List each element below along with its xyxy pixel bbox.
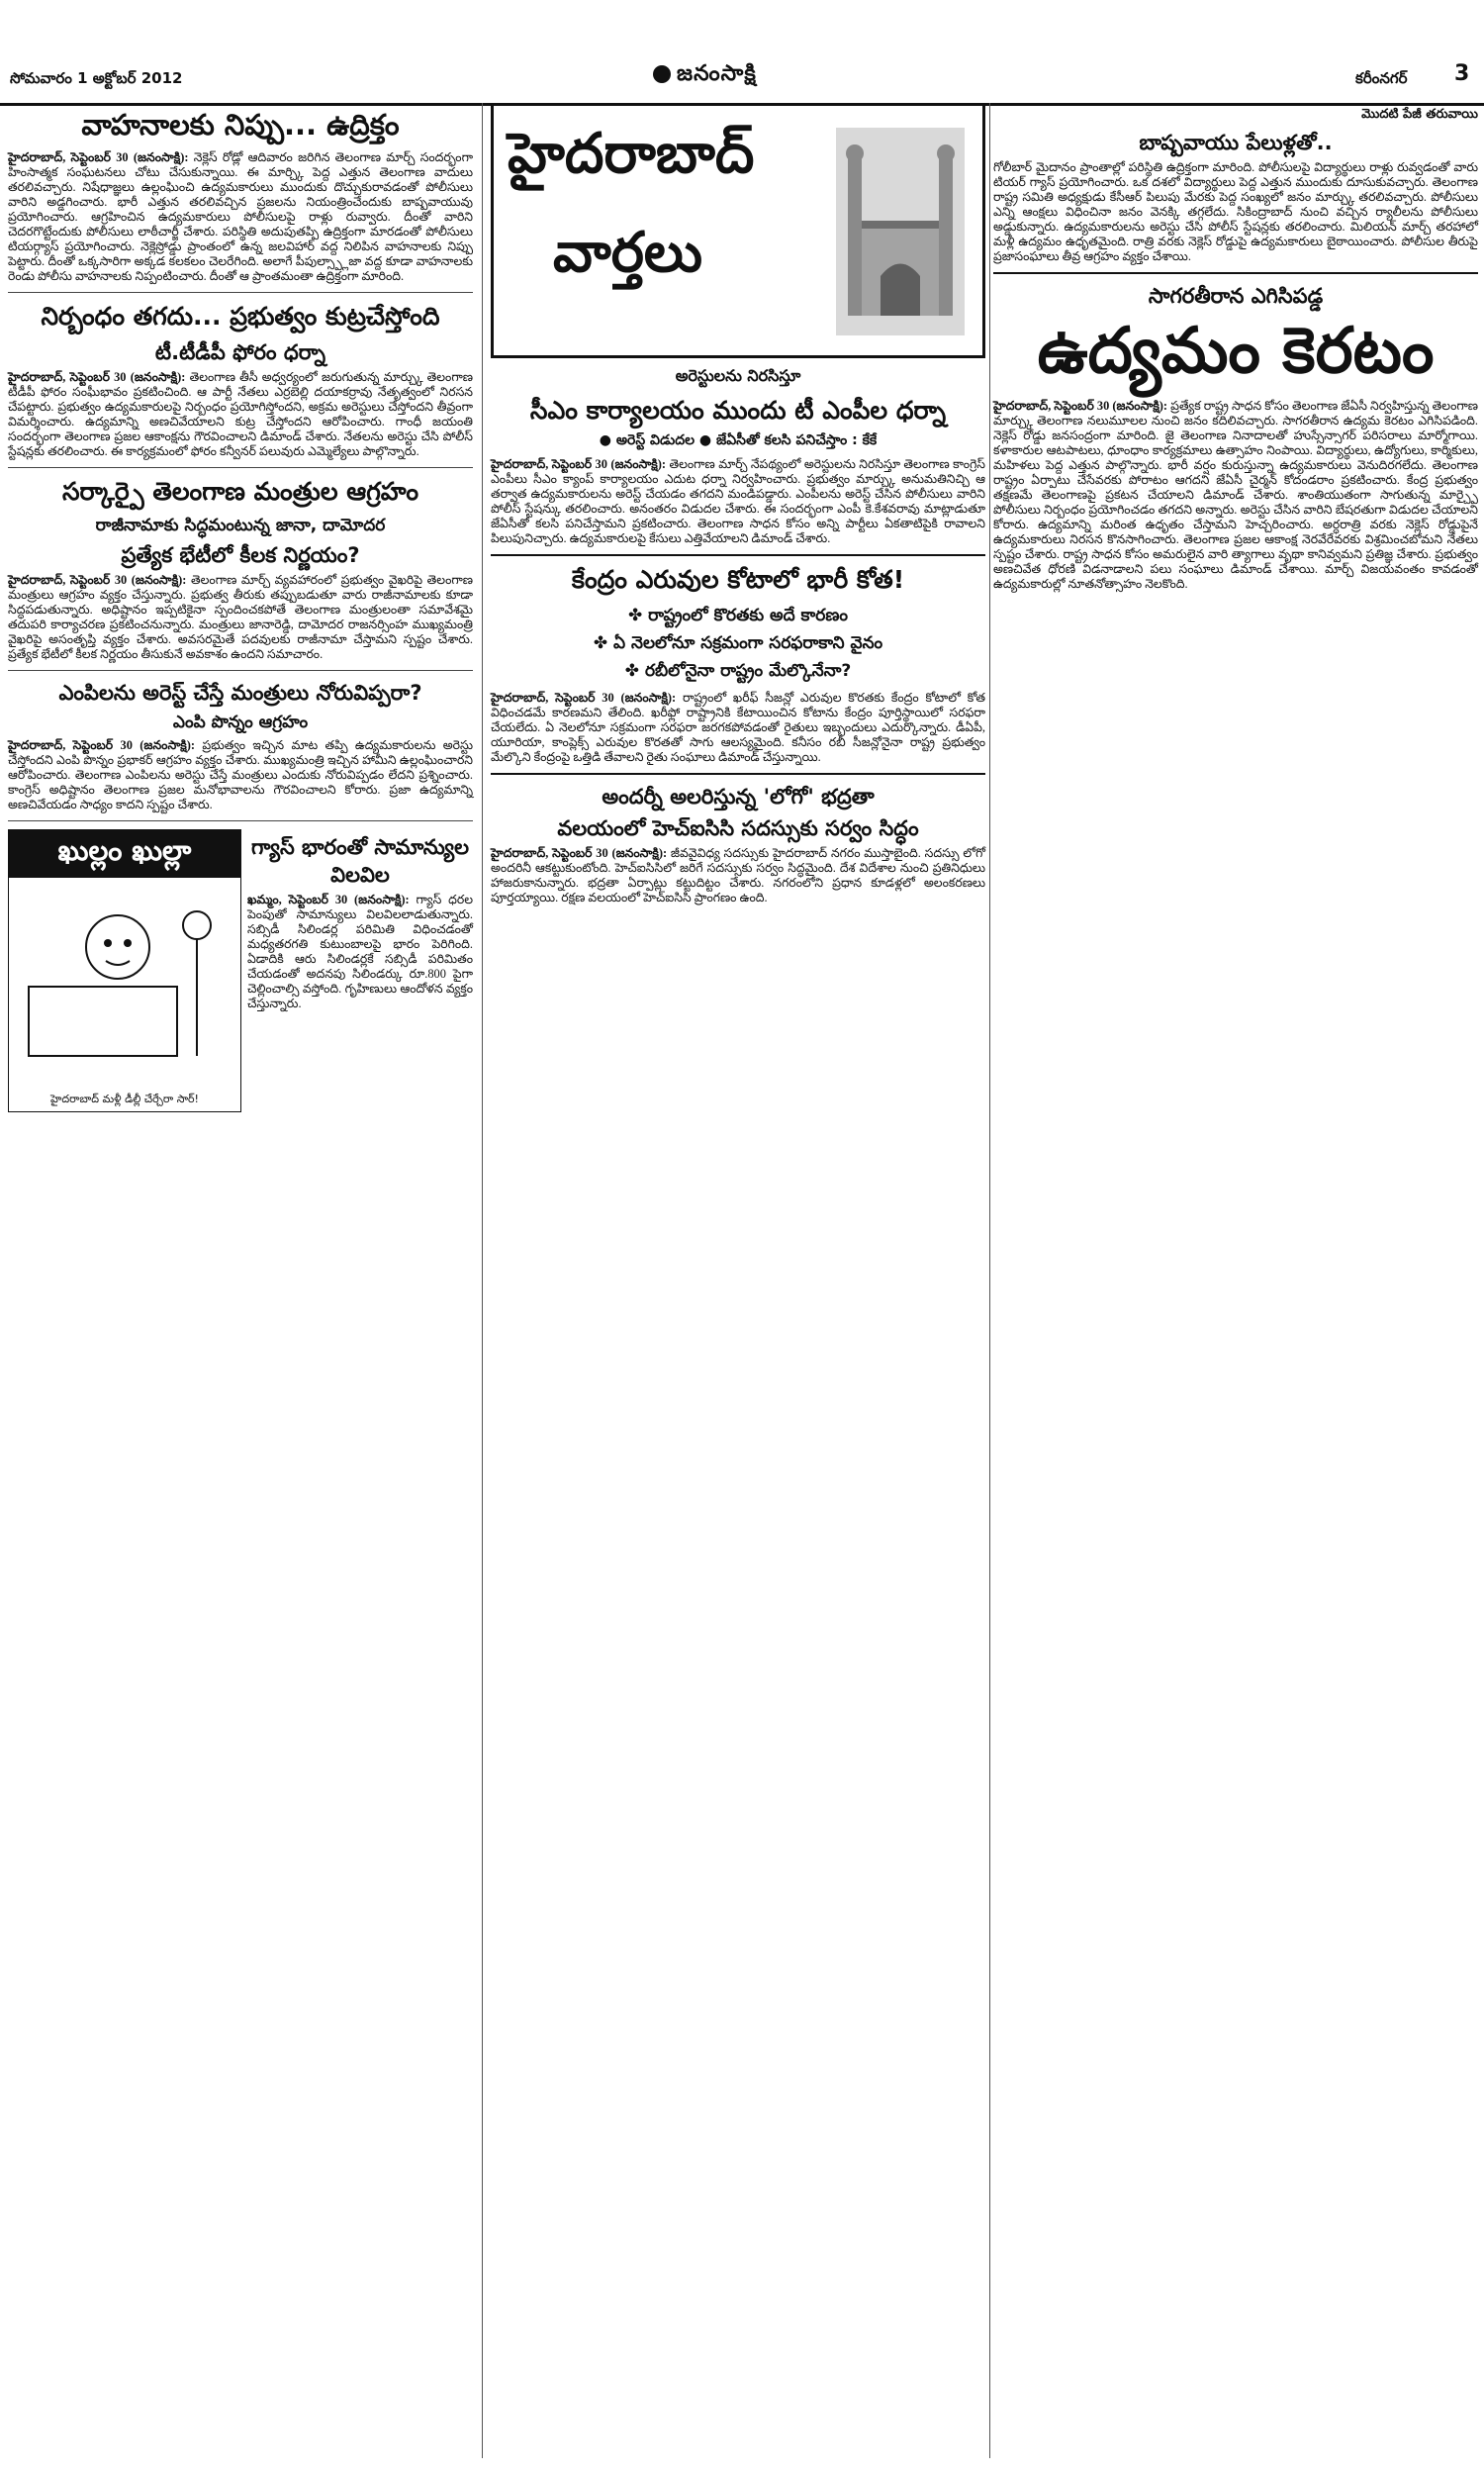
- cartoon-illustration-icon: [9, 878, 240, 1086]
- dateline: హైదరాబాద్, సెప్టెంబర్ 30 (జనంసాక్షి):: [8, 150, 189, 164]
- headline: గ్యాస్ భారంతో సామాన్యుల విలవిల: [250, 835, 470, 887]
- article-body: [8, 150, 473, 284]
- charminar-icon: [826, 118, 974, 345]
- article-body: [8, 738, 473, 812]
- headline: సర్కార్పై తెలంగాణ మంత్రుల ఆగ్రహం: [61, 477, 419, 506]
- bullet-item: ✤ రాష్ట్రంలో కొరతకు అదే కారణం: [491, 602, 985, 629]
- column-divider: [482, 103, 483, 2458]
- article-body: [993, 399, 1478, 592]
- article-body: [491, 457, 985, 546]
- body-text: జీవవైవిధ్య సదస్సుకు హైదరాబాద్ నగరం ముస్తాబైంది. సదస్సు లోగో అందరినీ ఆకట్టుకుంటోంది. హెచ్ఐసిసిలో జరిగే సదస్సుకు సర్వం సిద్ధమైంది. దేశ విదేశాల నుంచి ప్రతినిధులు హాజరుకానున్నారు. భద్రతా ఏర్పాట్లు కట్టుదిట్టం చేశారు. నగరంలోని ప్రధాన కూడళ్లలో అలంకరణలు పూర్తయ్యాయి. రక్షణ వలయంలో హెచ్ఐసిసి ప్రాంగణం ఉంది.: [491, 846, 985, 904]
- body-text: రాష్ట్రంలో ఖరీఫ్ సీజన్లో ఎరువుల కొరతకు కేంద్రం కోటాలో కోత విధించడమే కారణమని తేలింది. ఖరీఫ్లో రాష్ట్రానికి కేటాయించిన కోటాను కేంద్రం పూర్తిస్థాయిలో సరఫరా చేయలేదు. ఏ నెలలోనూ సక్రమంగా సరఫరా జరగకపోవడంతో రైతులు ఇబ్బందులు ఎదుర్కొన్నారు. డీఏపీ, యూరియా, కాంప్లెక్స్ ఎరువుల కొరతతో సాగు ఆలస్యమైంది. కనీసం రబీ సీజన్లోనైనా రాష్ట్ర ప్రభుత్వం మేల్కొని కేంద్రంపై ఒత్తిడి తేవాలని రైతు సంఘాలు డిమాండ్ చేస్తున్నాయి.: [491, 691, 985, 764]
- dateline: హైదరాబాద్, సెప్టెంబర్ 30 (జనంసాక్షి):: [491, 691, 677, 705]
- page-number: 3: [1454, 61, 1470, 86]
- dateline: హైదరాబాద్, సెప్టెంబర్ 30 (జనంసాక్షి):: [993, 399, 1168, 413]
- body-text: తెలంగాణ మార్చ్ వ్యవహారంలో ప్రభుత్వం వైఖరిపై తెలంగాణ మంత్రులు ఆగ్రహం వ్యక్తం చేస్తున్నారు. ప్రభుత్వ తీరుకు తప్పుబడుతూ వారు రాజీనామాలకు కూడా సిద్ధపడుతున్నారు. అధిష్టానం ఇప్పటికైనా స్పందించకపోతే తెలంగాణ మంత్రులంతా సమావేశమై తదుపరి కార్యాచరణ ప్రకటించనున్నారు. మంత్రులు జానారెడ్డి, దామోదర రాజనర్సింహ ముఖ్యమంత్రి వైఖరిపై అసంతృప్తి వ్యక్తం చేశారు. అవసరమైతే పదవులకు రాజీనామా చేస్తామని స్పష్టం చేశారు. ప్రత్యేక భేటీలో కీలక నిర్ణయం తీసుకునే అవకాశం ఉందని సమాచారం.: [8, 573, 473, 661]
- newspaper-logo: [653, 61, 757, 91]
- divider: [8, 467, 473, 468]
- headline: సీఎం కార్యాలయం ముందు టీ ఎంపీల ధర్నా: [529, 396, 947, 425]
- divider: [8, 820, 473, 821]
- banner-title: హైదరాబాద్: [508, 122, 755, 186]
- cartoon-caption: హైదరాబాద్ మళ్లీ డీల్లీ చేర్చేరా సార్!: [50, 1093, 199, 1105]
- right-column: [993, 103, 1478, 592]
- bullet-list: [491, 602, 985, 685]
- article-body: [993, 160, 1478, 264]
- continued-label: మొదటి పేజీ తరువాయి: [1361, 107, 1478, 122]
- headline: అందర్నీ అలరిస్తున్న 'లోగో' భద్రతా: [602, 785, 875, 809]
- dateline: హైదరాబాద్, సెప్టెంబర్ 30 (జనంసాక్షి):: [491, 457, 667, 471]
- divider: [491, 554, 985, 556]
- headline: నిర్బంధం తగదు... ప్రభుత్వం కుట్రచేస్తోంది: [41, 302, 440, 331]
- divider: [8, 670, 473, 671]
- headline: వాహనాలకు నిప్పు... ఉద్రిక్తం: [81, 108, 400, 142]
- bottom-left-block: [8, 829, 473, 1112]
- subheadline: ● అరెస్ట్ విడుదల ● జేఏసీతో కలసి పనిచేస్తాం : కేకే: [599, 432, 878, 448]
- section-banner: [491, 103, 985, 358]
- issue-date: సోమవారం 1 అక్టోబర్ 2012: [10, 69, 183, 87]
- divider: [491, 773, 985, 775]
- body-text: ప్రభుత్వం ఇచ్చిన మాట తప్పి ఉద్యమకారులను అరెస్టు చేస్తోందని ఎంపి పొన్నం ప్రభాకర్ ఆగ్రహం వ్యక్తం చేశారు. ముఖ్యమంత్రి ఇచ్చిన హామీని ఉల్లంఘించారని ఆరోపించారు. తెలంగాణ ఎంపిలను అరెస్టు చేస్తే మంత్రులు ఎందుకు నోరువిప్పడం లేదని ప్రశ్నించారు. కాంగ్రెస్ అధిష్టానం తెలంగాణ ప్రజల మనోభావాలను గౌరవించాలని కోరారు. ప్రజా ఉద్యమాన్ని అణచివేయడం సాధ్యం కాదని స్పష్టం చేశారు.: [8, 738, 473, 811]
- body-text: తెలంగాణ మార్చ్ నేపథ్యంలో అరెస్టులను నిరసిస్తూ తెలంగాణ కాంగ్రెస్ ఎంపీలు సీఎం క్యాంప్ కార్యాలయం ఎదుట ధర్నా నిర్వహించారు. ప్రభుత్వం మార్చ్కు అనుమతినిచ్చి ఆ తర్వాత ఉద్యమకారులను అరెస్ట్ చేయడం తగదని మండిపడ్డారు. ఎంపీలను అరెస్ట్ చేసిన పోలీసులు వారిని పోలీస్ స్టేషన్కు తరలించారు. అనంతరం విడుదల చేశారు. ఈ సందర్భంగా ఎంపీ కె.కేశవరావు మాట్లాడుతూ జేఏసీతో కలసి పనిచేస్తామని ప్రకటించారు. తెలంగాణ సాధన కోసం అన్ని పార్టీలు ఏకతాటిపైకి రావాలని పిలుపునిచ్చారు. ఉద్యమకారులపై కేసులు ఎత్తివేయాలని డిమాండ్ చేశారు.: [491, 457, 985, 545]
- body-text: గోలీబార్ మైదానం ప్రాంతాల్లో పరిస్థితి ఉద్రిక్తంగా మారింది. పోలీసులపై విద్యార్థులు రాళ్లు రువ్వడంతో వారు టియర్ గ్యాస్ ప్రయోగించారు. ఒక దశలో విద్యార్థులు పెద్ద ఎత్తున ముందుకు దూసుకువచ్చారు. తెలంగాణ రాష్ట్ర సమితి అధ్యక్షుడు కేసీఆర్ పిలుపు మేరకు పెద్ద సంఖ్యలో జనం మార్చ్కు తరలివచ్చారు. పోలీసులు ఎన్ని ఆంక్షలు విధించినా జనం వెనక్కి తగ్గలేదు. సికింద్రాబాద్ నుంచి వచ్చిన ర్యాలీలను పోలీసులు అడ్డుకున్నారు. ఉద్యమకారులను అరెస్టు చేసి పోలీస్ స్టేషన్లకు తరలించారు. మిలియన్ మార్చ్ తరహాలో మళ్లీ ఉద్యమం ఉధృతమైంది. రాత్రి వరకు నెక్లెస్ రోడ్డుపై ఉద్యమకారులు బైఠాయించారు. పోలీసుల తీరుపై ప్రజాసంఘాలు తీవ్ర ఆగ్రహం వ్యక్తం చేశాయి.: [993, 160, 1478, 263]
- body-text: తెలంగాణ తీసీ అధ్వర్యంలో జరుగుతున్న మార్చ్కు తెలంగాణ టీడీపీ ఫోరం సంఘీభావం ప్రకటించింది. ఆ పార్టీ నేతలు ఎర్రబెల్లి దయాకర్రావు నేతృత్వంలో నిరసన చేపట్టారు. ప్రభుత్వం ఉద్యమకారులపై నిర్బంధం ప్రయోగిస్తోందని, అక్రమ అరెస్టులు చేస్తోందని తీవ్రంగా విమర్శించారు. ఉద్యమాన్ని అణచివేయాలని కుట్ర చేస్తోందని ఆరోపించారు. గాంధీ జయంతి సందర్భంగా తెలంగాణ ప్రజల ఆకాంక్షను గౌరవించాలని డిమాండ్ చేశారు. నేతలను అరెస్టు చేసి పోలీస్ స్టేషన్లకు తరలించారు. ఈ కార్యక్రమంలో ఫోరం కన్వీనర్ పలువురు ఎమ్మెల్యేలు పాల్గొన్నారు.: [8, 370, 473, 458]
- dateline: హైదరాబాద్, సెప్టెంబర్ 30 (జనంసాక్షి):: [8, 573, 187, 587]
- edition-city: కరీంనగర్: [1355, 69, 1408, 87]
- dateline: హైదరాబాద్, సెప్టెంబర్ 30 (జనంసాక్షి):: [8, 370, 186, 384]
- divider: [993, 272, 1478, 274]
- article-movement-wave: [993, 282, 1478, 592]
- headline: ఎంపిలను అరెస్ట్ చేస్తే మంత్రులు నోరువిప్పరా?: [58, 681, 422, 705]
- masthead: [0, 0, 1484, 95]
- logo-mark-icon: [653, 65, 671, 83]
- bullet-item: ✤ ఏ నెలలోనూ సక్రమంగా సరఫరాకాని వైనం: [491, 629, 985, 657]
- left-column: [8, 103, 473, 1112]
- subheadline: ప్రత్యేక భేటీలో కీలక నిర్ణయం?: [121, 543, 360, 567]
- article-hicc-summit: [491, 783, 985, 905]
- article-tdp-forum: [8, 301, 473, 459]
- dateline: హైదరాబాద్, సెప్టెంబర్ 30 (జనంసాక్షి):: [491, 846, 668, 860]
- article-body: [8, 573, 473, 662]
- subheadline: ఎంపి పొన్నం ఆగ్రహం: [172, 713, 309, 732]
- divider: [8, 292, 473, 293]
- headline: ఉద్యమం కెరటం: [1037, 315, 1435, 388]
- article-fertilizer-cut: [491, 564, 985, 765]
- kicker: అరెస్టులను నిరసిస్తూ: [675, 366, 801, 385]
- subheadline: రాజీనామాకు సిద్ధమంటున్న జానా, దామోదర: [95, 516, 386, 535]
- body-text: నెక్లెస్ రోడ్లో ఆదివారం జరిగిన తెలంగాణ మార్చ్ సందర్భంగా హింసాత్మక సంఘటనలు చోటు చేసుకున్నాయి. ఈ మార్చ్కి పెద్ద ఎత్తున తెలంగాణ వాదులు తరలివచ్చారు. నిషేధాజ్ఞలు ఉల్లంఘించి ఉద్యమకారులు ముందుకు దొచ్చుకురావడంతో పోలీసులు వారిని అడ్డగించారు. భారీ ఎత్తున తరలివచ్చిన ప్రజలను నియంత్రించేందుకు బాష్పవాయువు ప్రయోగించారు. ఆగ్రహించిన ఉద్యమకారులు పోలీసులపై రాళ్లు రువ్వారు. దీంతో వారిని చెదరగొట్టేందుకు పోలీసులు లాఠీచార్జీ చేశారు. పరిస్థితి అదుపుతప్పి ఉద్రిక్తంగా మారడంతో పోలీసులు టియర్గ్యాస్ ప్రయోగించారు. నెక్లెస్రోడ్డు ప్రాంతంలో ఉన్న జలవిహార్ వద్ద నిలిపిన వాహనాలకు నిప్పు పెట్టారు. దీంతో ఒక్కసారిగా అక్కడ కలకలం చెలరేగింది. అలాగే పీపుల్స్ప్లాజా వద్ద కూడా వాహనాలకు రెండు పోలీసు వాహనాలకు నిప్పంటించారు. దీంతో ఆ ప్రాంతమంతా ఉద్రిక్తంగా మారింది.: [8, 150, 473, 283]
- article-ministers-anger: [8, 476, 473, 662]
- center-column: [491, 103, 985, 905]
- logo-text: జనంసాక్షి: [677, 61, 757, 86]
- subheadline: వలయంలో హెచ్ఐసిసి సదస్సుకు సర్వం సిద్ధం: [557, 816, 919, 840]
- cartoon-tag: ఖుల్లం ఖుల్లా: [9, 830, 240, 878]
- article-body: [491, 846, 985, 905]
- subheadline: టీ.టీడీపీ ఫోరం ధర్నా: [154, 340, 326, 364]
- body-text: గ్యాస్ ధరల పెంపుతో సామాన్యులు విలవిలలాడుతున్నారు. సబ్సిడీ సిలిండర్ల పరిమితి విధించడంతో మధ్యతరగతి కుటుంబాలపై భారం పెరిగింది. ఏడాదికి ఆరు సిలిండర్లకే సబ్సిడీ పరిమితం చేయడంతో అదనపు సిలిండర్కు రూ.800 పైగా చెల్లించాల్సి వస్తోంది. గృహిణులు ఆందోళన వ్యక్తం చేస్తున్నారు.: [247, 893, 473, 1010]
- kicker: సాగరతీరాన ఎగిసిపడ్డ: [1148, 284, 1324, 308]
- article-gas-price: [247, 829, 473, 1112]
- article-body: [8, 370, 473, 459]
- dateline: ఖమ్మం, సెప్టెంబర్ 30 (జనంసాక్షి):: [247, 893, 410, 906]
- article-mps-dharna: [491, 366, 985, 546]
- article-body: [247, 893, 473, 1011]
- bullet-item: ✤ రబీలోనైనా రాష్ట్రం మేల్కొనేనా?: [491, 657, 985, 685]
- article-teargas: [993, 129, 1478, 264]
- headline: కేంద్రం ఎరువుల కోటాలో భారీ కోత!: [571, 565, 905, 594]
- banner-title: వార్తలు: [553, 221, 702, 285]
- article-body: [491, 691, 985, 765]
- headline: బాష్పవాయు పేలుళ్లతో..: [1139, 131, 1333, 154]
- dateline: హైదరాబాద్, సెప్టెంబర్ 30 (జనంసాక్షి):: [8, 738, 195, 752]
- column-divider: [989, 103, 990, 2458]
- article-vehicles-fire: [8, 107, 473, 284]
- cartoon-panel: [8, 829, 241, 1112]
- body-text: ప్రత్యేక రాష్ట్ర సాధన కోసం తెలంగాణ జేఏసీ నిర్వహిస్తున్న తెలంగాణ మార్చ్కు తెలంగాణ నలుమూలల నుంచి జనం కదిలివచ్చారు. సాగరతీరాన ఉద్యమ కెరటం ఎగిసిపడింది. నెక్లెస్ రోడ్డు జనసంద్రంగా మారింది. జై తెలంగాణ నినాదాలతో హుస్సేన్సాగర్ పరిసరాలు మార్మోగాయి. కళాకారుల ఆటపాటలు, ధూంధాం కార్యక్రమాలు ఉత్సాహం నింపాయి. విద్యార్థులు, ఉద్యోగులు, కార్మికులు, మహిళలు పెద్ద ఎత్తున పాల్గొన్నారు. భారీ వర్షం కురుస్తున్నా ఉద్యమకారులు వెనుదిరగలేదు. తెలంగాణ రాష్ట్రం ఏర్పాటు చేసేవరకు పోరాటం ఆగదని జేఏసీ చైర్మన్ కోదండరాం ప్రకటించారు. కేంద్ర ప్రభుత్వం తక్షణమే తెలంగాణపై ప్రకటన చేయాలని డిమాండ్ చేశారు. శాంతియుతంగా సాగుతున్న మార్చ్పై పోలీసులు నిర్బంధం ప్రయోగించడం తగదని అన్నారు. అరెస్టు చేసిన వారిని బేషరతుగా విడుదల చేయాలని కోరారు. ఉద్యమాన్ని మరింత ఉధృతం చేస్తామని హెచ్చరించారు. అర్ధరాత్రి వరకు నెక్లెస్ రోడ్డుపైనే ఉద్యమకారులు నిరసన కొనసాగించారు. తెలంగాణ ప్రజల ఆకాంక్ష నెరవేరేవరకు విశ్రమించబోమని నేతలు స్పష్టం చేశారు. రాష్ట్ర సాధన కోసం అమరులైన వారి త్యాగాలు వృథా కానివ్వమని ప్రతిజ్ఞ చేశారు. ప్రభుత్వం అణచివేత ధోరణి విడనాడాలని పలు సంఘాలు డిమాండ్ చేశాయి. మార్చ్ విజయవంతం కావడంతో ఉద్యమకారుల్లో నూతనోత్సాహం నెలకొంది.: [993, 399, 1479, 591]
- article-mp-ponnam: [8, 679, 473, 812]
